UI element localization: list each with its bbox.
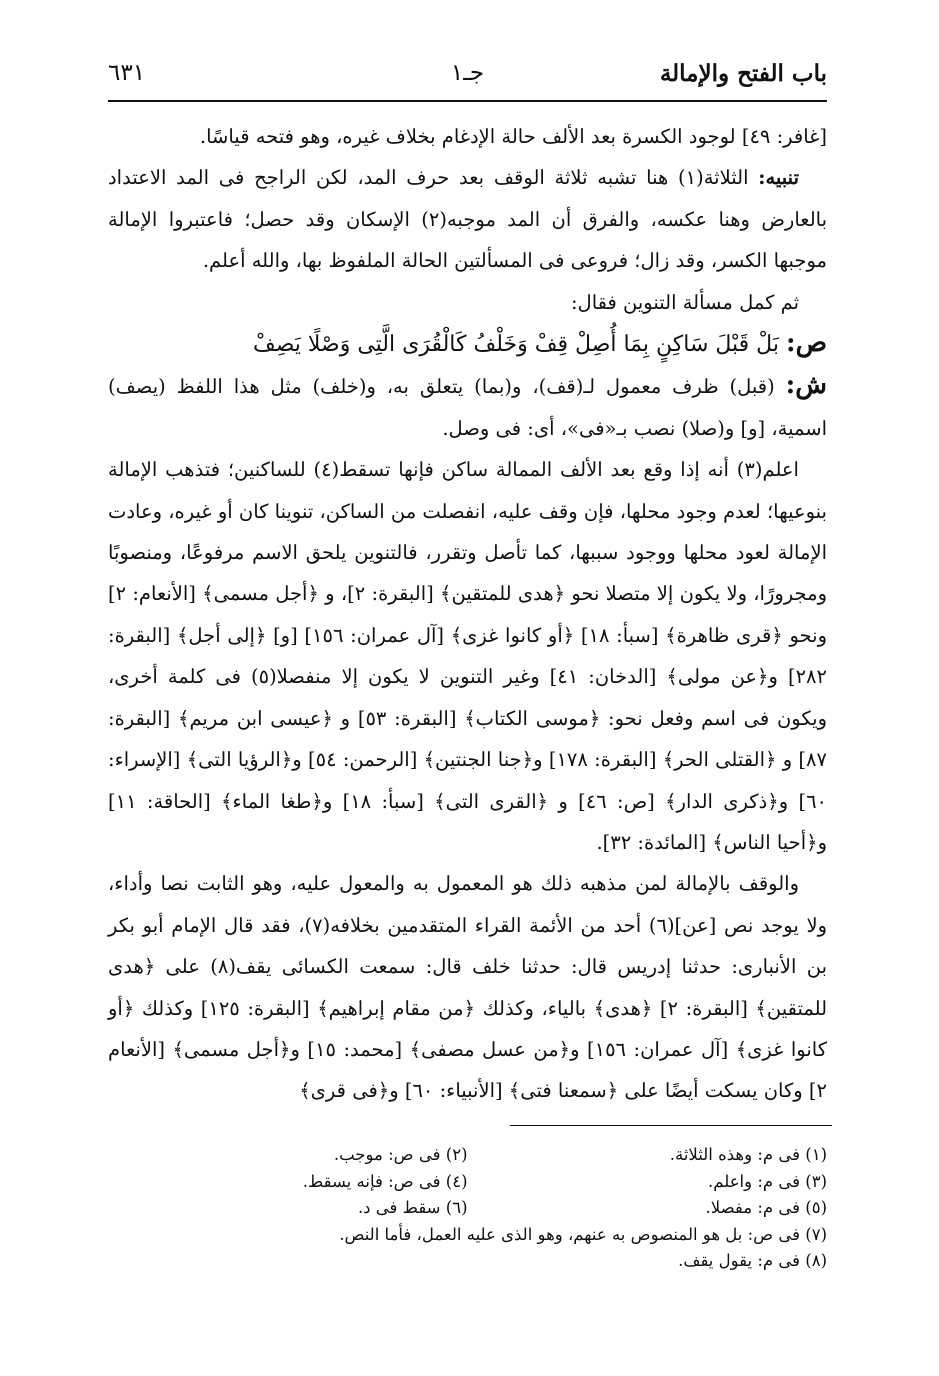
chapter-title: باب الفتح والإمالة <box>659 60 827 87</box>
footnote-4: (٤) فى ص: فإنه يسقط. <box>302 1171 468 1191</box>
verse-line <box>108 323 827 365</box>
verse-text: بَلْ قَبْلَ سَاكِنٍ بِمَا أُصِلْ قِفْ وَخَلْفُ كَالْقُرَى الَّتِى وَصْلًا يَصِفْ <box>252 332 779 358</box>
footnote-1: (١) فى م: وهذه الثلاثة. <box>669 1145 827 1164</box>
footnotes <box>108 1142 827 1275</box>
paragraph-5: والوقف بالإمالة لمن مذهبه ذلك هو المعمول به والمعول عليه، وهو الثابت نصا وأداء، ولا يوجد نص [عن](٦) أحد من الأئمة القراء المتقدمين بخلافه(٧)، فقد قال الإمام أبو بكر بن الأنبارى: حدثنا إدريس قال: حدثنا خلف قال: سمعت الكسائى يقف(٨) على ﴿هدى للمتقين﴾ [البقرة: ٢] ﴿هدى﴾ بالياء، وكذلك ﴿من مقام إبراهيم﴾ [البقرة: ١٢٥] وكذلك ﴿أو كانوا غزى﴾ [آل عمران: ١٥٦] و﴿من عسل مصفى﴾ [محمد: ١٥] و﴿أجل مسمى﴾ [الأنعام ٢] وكان يسكت أيضًا على ﴿سمعنا فتى﴾ [الأنبياء: ٦٠] و﴿فى قرى﴾ <box>108 872 828 1103</box>
volume-label: جـ١ <box>450 60 485 86</box>
main-text <box>108 116 827 1112</box>
footnote-5: (٥) فى م: مفصلا. <box>705 1198 827 1217</box>
footnote-3: (٣) فى م: واعلم. <box>708 1171 827 1191</box>
page-number: ٦٣١ <box>108 60 146 86</box>
footnote-row <box>108 1222 827 1249</box>
footnote-row <box>108 1169 827 1196</box>
sharh-mark: ش: <box>785 370 827 401</box>
paragraph-2 <box>108 157 827 281</box>
verse-mark: ص: <box>785 328 827 359</box>
footnote-rule <box>510 1125 832 1126</box>
footnote-2: (٢) فى ص: موجب. <box>333 1145 468 1164</box>
header-rule <box>108 100 827 102</box>
footnote-row <box>108 1142 827 1169</box>
tanbih-label: تنبيه: <box>758 166 799 190</box>
sharh-paragraph <box>108 365 827 449</box>
footnote-8: (٨) فى م: يقول يقف. <box>678 1251 827 1270</box>
running-header <box>108 52 827 92</box>
footnote-7: (٧) فى ص: بل هو المنصوص به عنهم، وهو الذى عليه العمل، فأما النص. <box>339 1224 827 1244</box>
paragraph-4: اعلم(٣) أنه إذا وقع بعد الألف الممالة ساكن فإنها تسقط(٤) للساكنين؛ فتذهب الإمالة بنوعيها؛ لعدم وجود محلها، فإن وقف عليه، انفصلت من الساكن، تنوينا كان أو غيره، وعادت الإمالة لعود محلها ووجود سببها، كما تأصل وتقرر، فالتنوين يلحق الاسم مرفوعًا، ومنصوبًا ومجرورًا، ولا يكون إلا متصلا نحو ﴿هدى للمتقين﴾ [البقرة: ٢]، و ﴿أجل مسمى﴾ [الأنعام: ٢] ونحو ﴿قرى ظاهرة﴾ [سبأ: ١٨] ﴿أو كانوا غزى﴾ [آل عمران: ١٥٦] [و] ﴿إلى أجل﴾ [البقرة: ٢٨٢] و﴿عن مولى﴾ [الدخان: ٤١] وغير التنوين لا يكون إلا منفصلا(٥) فى كلمة أخرى، ويكون فى اسم وفعل نحو: ﴿موسى الكتاب﴾ [البقرة: ٥٣] و ﴿عيسى ابن مريم﴾ [البقرة: ٨٧] و ﴿القتلى الحر﴾ [البقرة: ١٧٨] و﴿جنا الجنتين﴾ [الرحمن: ٥٤] و﴿الرؤيا التى﴾ [الإسراء: ٦٠] و﴿ذكرى الدار﴾ [ص: ٤٦] و ﴿القرى التى﴾ [سبأ: ١٨] و﴿طغا الماء﴾ [الحاقة: ١١] و﴿أحيا الناس﴾ [المائدة: ٣٢]. <box>108 458 828 854</box>
footnote-6: (٦) سقط فى د. <box>357 1198 468 1217</box>
paragraph-3: ثم كمل مسألة التنوين فقال: <box>570 290 799 314</box>
paragraph-2-text: الثلاثة(١) هنا تشبه ثلاثة الوقف بعد حرف المد، لكن الراجح فى المد الاعتداد بالعارض وهنا عكسه، والفرق أن المد موجبه(٢) الإسكان وقد حصل؛ فاعتبروا الإمالة موجبها الكسر، وقد زال؛ فروعى فى المسألتين الحالة الملفوظ بها، والله أعلم. <box>108 166 828 273</box>
footnote-row <box>108 1248 827 1275</box>
footnote-row <box>108 1195 827 1222</box>
paragraph-1: [غافر: ٤٩] لوجود الكسرة بعد الألف حالة الإدغام بخلاف غيره، وهو فتحه قياسًا. <box>199 125 827 148</box>
sharh-text: (قبل) ظرف معمول لـ(قف)، و(بما) يتعلق به، و(خلف) مثل هذا اللفظ (يصف) اسمية، [و] و(صلا) نصب بـ«فى»، أى: فى وصل. <box>108 375 827 440</box>
